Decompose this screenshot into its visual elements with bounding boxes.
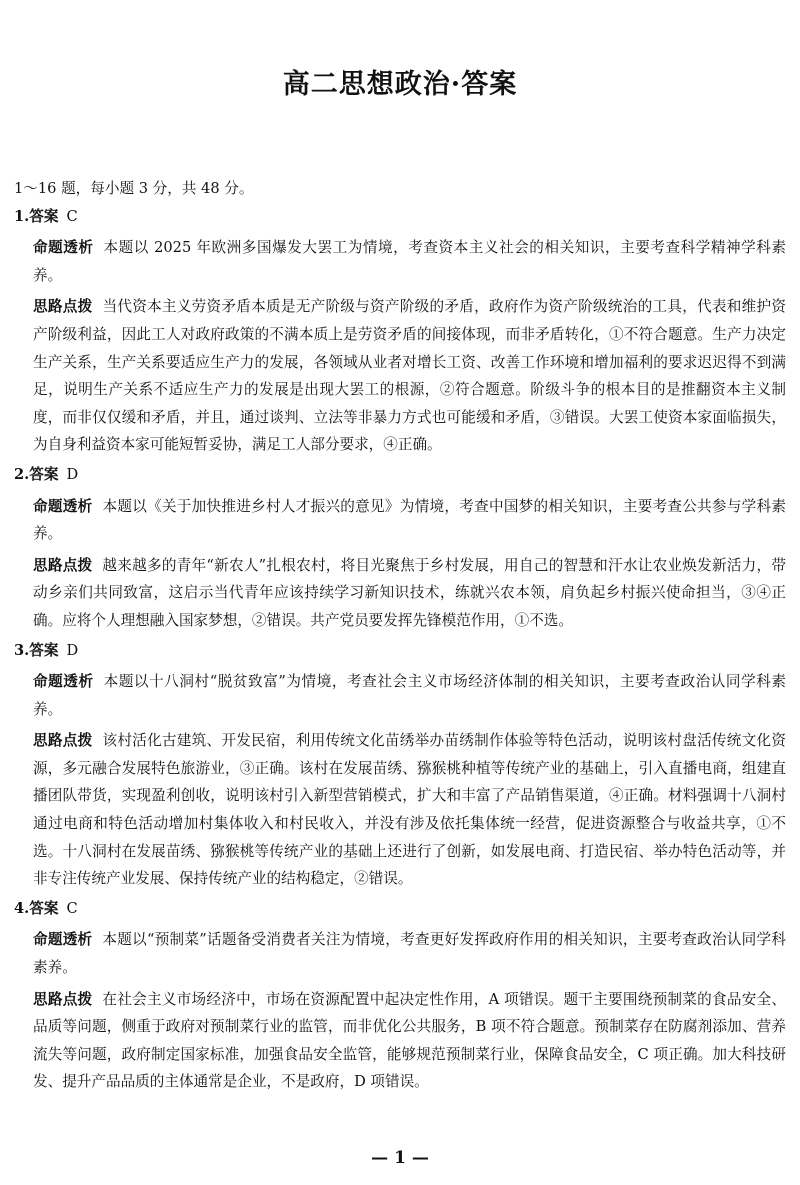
- analysis-paragraph: [14, 493, 786, 548]
- tips-paragraph: [14, 727, 786, 893]
- analysis-label: 命题透析: [33, 497, 93, 515]
- answer-label: 答案: [29, 207, 59, 225]
- section-intro: 1～16 题，每小题 3 分，共 48 分。: [14, 180, 254, 197]
- analysis-text: 本题以“预制菜”话题备受消费者关注为情境，考查更好发挥政府作用的相关知识，主要考查政治认同学科素养。: [33, 931, 786, 977]
- tips-label: 思路点拨: [33, 990, 93, 1008]
- answer-letter: D: [66, 465, 79, 483]
- question-number: 4.: [14, 899, 30, 917]
- analysis-text: 本题以 2025 年欧洲多国爆发大罢工为情境，考查资本主义社会的相关知识，主要考查科学精神学科素养。: [33, 239, 786, 284]
- answer-label: 答案: [29, 641, 59, 659]
- tips-label: 思路点拨: [33, 732, 93, 750]
- answer-letter: C: [66, 207, 78, 225]
- tips-paragraph: [14, 986, 786, 1096]
- tips-label: 思路点拨: [33, 556, 93, 574]
- analysis-paragraph: [14, 234, 786, 289]
- question-header: [14, 203, 786, 231]
- analysis-paragraph: [14, 668, 786, 723]
- tips-paragraph: [14, 552, 786, 635]
- tips-text: 该村活化古建筑、开发民宿，利用传统文化苗绣举办苗绣制作体验等特色活动，说明该村盘活传统文化资源，多元融合发展特色旅游业，③正确。该村在发展苗绣、猕猴桃种植等传统产业的基础上，引入直播电商，组建直播团队带货，实现盈利创收，说明该村引入新型营销模式，扩大和丰富了产品销售渠道，④正确。材料强调十八洞村通过电商和特色活动增加村集体收入和村民收入，并没有涉及依托集体统一经营，促进资源整合与收益共享，①不选。十八洞村在发展苗绣、猕猴桃等传统产业的基础上还进行了创新，如发展电商、打造民宿、举办特色活动等，并非专注传统产业发展、保持传统产业的结构稳定，②错误。: [33, 732, 786, 888]
- tips-paragraph: [14, 293, 786, 459]
- question-header: [14, 461, 786, 489]
- question-header: [14, 637, 786, 665]
- analysis-text: 本题以十八洞村“脱贫致富”为情境，考查社会主义市场经济体制的相关知识，主要考查政治认同学科素养。: [33, 673, 786, 718]
- answer-label: 答案: [29, 465, 59, 483]
- answer-content: [14, 175, 786, 1098]
- analysis-text: 本题以《关于加快推进乡村人才振兴的意见》为情境，考查中国梦的相关知识，主要考查公共参与学科素养。: [33, 497, 786, 543]
- question-3: [14, 637, 786, 893]
- answer-letter: C: [66, 899, 78, 917]
- question-2: [14, 461, 786, 635]
- analysis-paragraph: [14, 926, 786, 981]
- analysis-label: 命题透析: [33, 673, 94, 691]
- answer-letter: D: [66, 641, 79, 659]
- tips-text: 当代资本主义劳资矛盾本质是无产阶级与资产阶级的矛盾，政府作为资产阶级统治的工具，代表和维护资产阶级利益，因此工人对政府政策的不满本质上是劳资矛盾的间接体现，而非矛盾转化，①不符合题意。生产力决定生产关系，生产关系要适应生产力的发展，各领域从业者对增长工资、改善工作环境和增加福利的要求迟迟得不到满足，说明生产关系不适应生产力的发展是出现大罢工的根源，②符合题意。阶级斗争的根本目的是推翻资本主义制度，而非仅仅缓和矛盾，并且，通过谈判、立法等非暴力方式也可能缓和矛盾，③错误。大罢工使资本家面临损失，为自身利益资本家可能短暂妥协，满足工人部分要求，④正确。: [33, 298, 786, 454]
- tips-label: 思路点拨: [33, 298, 93, 316]
- page-title: 高二思想政治·答案: [282, 69, 518, 100]
- page-number: — 1 —: [371, 1148, 429, 1168]
- answer-label: 答案: [29, 899, 59, 917]
- question-number: 3.: [14, 641, 30, 659]
- analysis-label: 命题透析: [33, 931, 93, 949]
- question-4: [14, 895, 786, 1096]
- question-header: [14, 895, 786, 923]
- question-1: [14, 203, 786, 459]
- analysis-label: 命题透析: [33, 239, 94, 257]
- question-number: 1.: [14, 207, 30, 225]
- question-number: 2.: [14, 465, 30, 483]
- tips-text: 越来越多的青年“新农人”扎根农村，将目光聚焦于乡村发展，用自己的智慧和汗水让农业焕发新活力，带动乡亲们共同致富，这启示当代青年应该持续学习新知识技术，练就兴农本领，肩负起乡村振兴使命担当，③④正确。应将个人理想融入国家梦想，②错误。共产党员要发挥先锋模范作用，①不选。: [33, 556, 786, 629]
- tips-text: 在社会主义市场经济中，市场在资源配置中起决定性作用，A 项错误。题干主要围绕预制菜的食品安全、品质等问题，侧重于政府对预制菜行业的监管，而非优化公共服务，B 项不符合题意。预制菜存在防腐剂添加、营养流失等问题，政府制定国家标准，加强食品安全监管，能够规范预制菜行业，保障食品安全，C 项正确。加大科技研发、提升产品品质的主体通常是企业，不是政府，D 项错误。: [33, 990, 786, 1091]
